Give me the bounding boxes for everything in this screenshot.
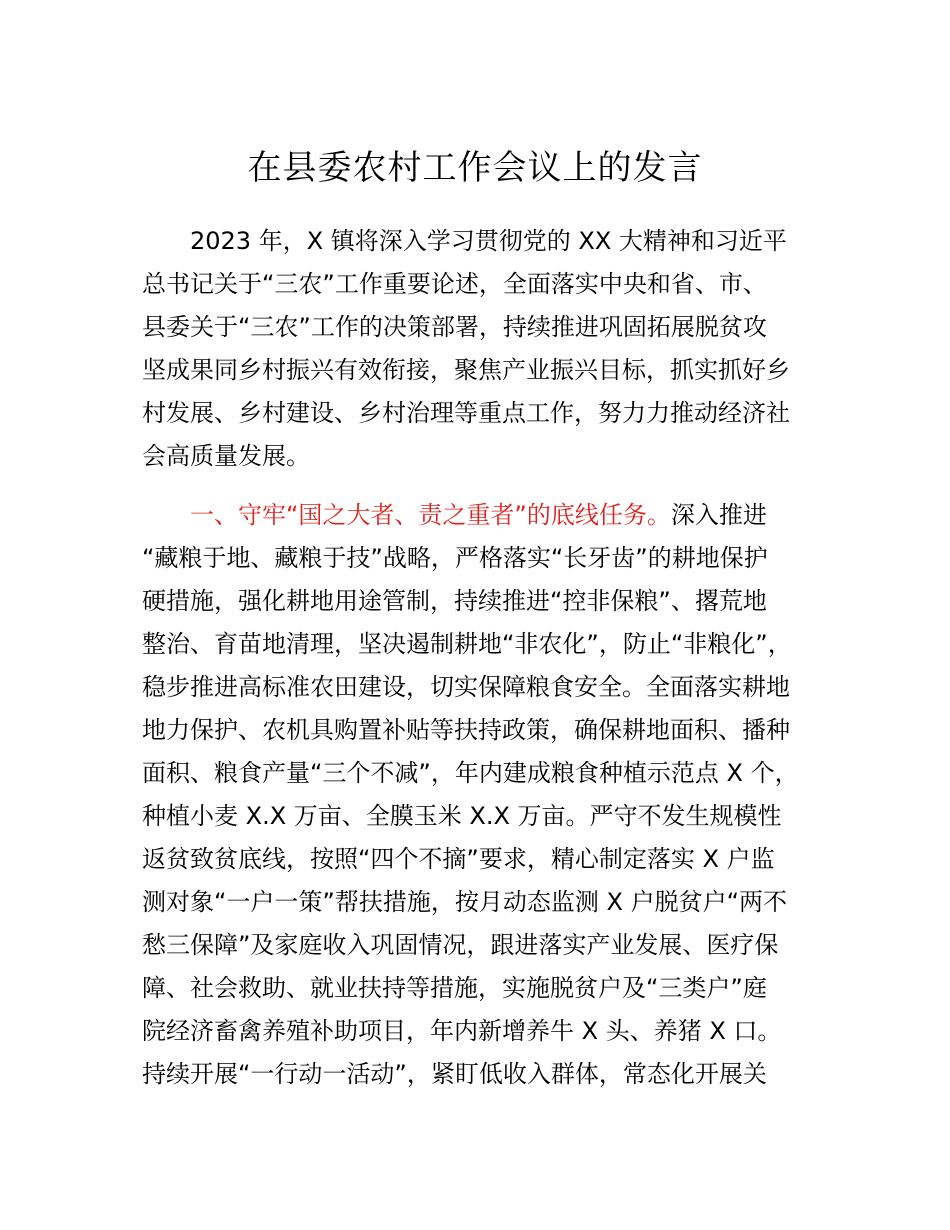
paragraph-line: 县委关于“三农”工作的决策部署，持续推进巩固拓展脱贫攻 xyxy=(142,313,767,341)
paragraph-line: 院经济畜禽养殖补助项目，年内新增养牛 X 头、养猪 X 口。 xyxy=(142,1017,782,1045)
paragraph-line: 地力保护、农机具购置补贴等扶持政策，确保耕地面积、播种 xyxy=(142,716,790,744)
document-title: 在县委农村工作会议上的发言 xyxy=(247,148,703,188)
paragraph-line: 会高质量发展。 xyxy=(142,442,310,470)
paragraph-line: 2023 年，X 镇将深入学习贯彻党的 XX 大精神和习近平 xyxy=(190,227,787,255)
paragraph-line: 持续开展“一行动一活动”，紧盯低收入群体，常态化开展关 xyxy=(142,1060,767,1088)
paragraph-line: 种植小麦 X.X 万亩、全膜玉米 X.X 万亩。严守不发生规模性 xyxy=(142,802,782,830)
paragraph-line: 硬措施，强化耕地用途管制，持续推进“控非保粮”、撂荒地 xyxy=(142,587,767,615)
paragraph-line: 返贫致贫底线，按照“四个不摘”要求，精心制定落实 X 户监 xyxy=(142,845,775,873)
section-1-paragraph xyxy=(142,494,814,1096)
intro-paragraph xyxy=(142,220,814,478)
paragraph-line: 坚成果同乡村振兴有效衔接，聚焦产业振兴目标，抓实抓好乡 xyxy=(142,356,790,384)
section-1-heading: 一、守牢“国之大者、责之重者”的底线任务。 xyxy=(190,501,671,529)
paragraph-line: 整治、育苗地清理，坚决遏制耕地“非农化”，防止“非粮化”， xyxy=(142,630,792,658)
paragraph-line: 愁三保障”及家庭收入巩固情况，跟进落实产业发展、医疗保 xyxy=(142,931,779,959)
paragraph-line: “藏粮于地、藏粮于技”战略，严格落实“长牙齿”的耕地保护 xyxy=(142,544,768,572)
paragraph-line: 稳步推进高标准农田建设，切实保障粮食安全。全面落实耕地 xyxy=(142,673,790,701)
paragraph-line: 测对象“一户一策”帮扶措施，按月动态监测 X 户脱贫户“两不 xyxy=(142,888,787,916)
paragraph-line: 障、社会救助、就业扶持等措施，实施脱贫户及“三类户”庭 xyxy=(142,974,767,1002)
paragraph-line: 面积、粮食产量“三个不减”，年内建成粮食种植示范点 X 个， xyxy=(142,759,799,787)
paragraph-line: 总书记关于“三农”工作重要论述，全面落实中央和省、市、 xyxy=(142,270,767,298)
paragraph-line: 村发展、乡村建设、乡村治理等重点工作，努力力推动经济社 xyxy=(142,399,790,427)
section-1-first-line-rest: 深入推进 xyxy=(670,501,767,529)
section-1-first-line xyxy=(142,494,814,537)
